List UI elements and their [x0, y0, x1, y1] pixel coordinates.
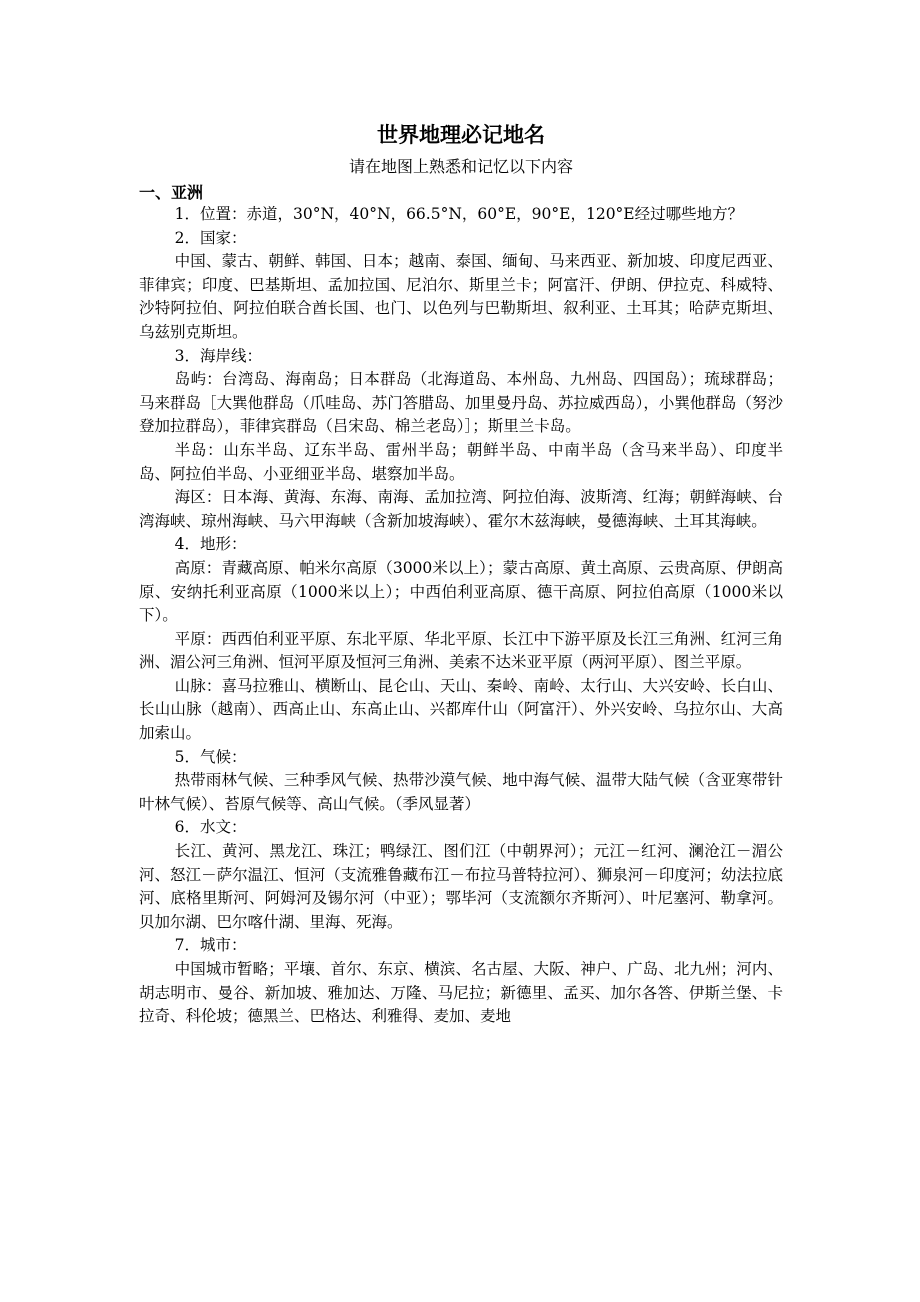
plateaus-paragraph: 高原：青藏高原、帕米尔高原（3000米以上）；蒙古高原、黄土高原、云贵高原、伊朗高原、安纳托利亚高原（1000米以上）；中西伯利亚高原、德干高原、阿拉伯高原（1000米以下）。: [139, 558, 783, 625]
item-climate-heading: 5．气候：: [174, 747, 247, 766]
item-hydrology-heading: 6．水文：: [174, 818, 247, 837]
document-subtitle: 请在地图上熟悉和记忆以下内容: [348, 157, 573, 176]
plains-paragraph: 平原：西西伯利亚平原、东北平原、华北平原、长江中下游平原及长江三角洲、红河三角洲、湄公河三角洲、恒河平原及恒河三角洲、美索不达米亚平原（两河平原）、图兰平原。: [139, 629, 783, 672]
peninsulas-paragraph: 半岛：山东半岛、辽东半岛、雷州半岛；朝鲜半岛、中南半岛（含马来半岛）、印度半岛、阿拉伯半岛、小亚细亚半岛、堪察加半岛。: [139, 440, 783, 483]
item-terrain-heading: 4．地形：: [174, 535, 247, 554]
section-heading-asia: 一、亚洲: [139, 183, 204, 202]
hydrology-paragraph: 长江、黄河、黑龙江、珠江；鸭绿江、图们江（中朝界河）；元江－红河、澜沧江－湄公河、怒江－萨尔温江、恒河（支流雅鲁藏布江－布拉马普特拉河）、狮泉河－印度河；幼法拉底河、底格里斯河、阿姆河及锡尔河（中亚）；鄂毕河（支流额尔齐斯河）、叶尼塞河、勒拿河。贝加尔湖、巴尔喀什湖、里海、死海。: [139, 842, 783, 931]
islands-paragraph: 岛屿：台湾岛、海南岛；日本群岛（北海道岛、本州岛、九州岛、四国岛）；琉球群岛；马来群岛［大巽他群岛（爪哇岛、苏门答腊岛、加里曼丹岛、苏拉威西岛），小巽他群岛（努沙登加拉群岛），菲律宾群岛（吕宋岛、棉兰老岛）］；斯里兰卡岛。: [139, 370, 783, 436]
document-body: [139, 203, 783, 1029]
climate-paragraph: 热带雨林气候、三种季风气候、热带沙漠气候、地中海气候、温带大陆气候（含亚寒带针叶林气候）、苔原气候等、高山气候。（季风显著）: [139, 771, 783, 813]
mountains-paragraph: 山脉：喜马拉雅山、横断山、昆仑山、天山、秦岭、南岭、太行山、大兴安岭、长白山、长山山脉（越南）、西高止山、东高止山、兴都库什山（阿富汗）、外兴安岭、乌拉尔山、大高加索山。: [139, 676, 783, 743]
seas-paragraph: 海区：日本海、黄海、东海、南海、孟加拉湾、阿拉伯海、波斯湾、红海；朝鲜海峡、台湾海峡、琼州海峡、马六甲海峡（含新加坡海峡）、霍尔木兹海峡，曼德海峡、土耳其海峡。: [139, 488, 783, 530]
item-location: 1．位置：赤道，30°N，40°N，66.5°N，60°E，90°E，120°E经过哪些地方？: [174, 205, 744, 223]
countries-paragraph: 中国、蒙古、朝鲜、韩国、日本；越南、泰国、缅甸、马来西亚、新加坡、印度尼西亚、菲律宾；印度、巴基斯坦、孟加拉国、尼泊尔、斯里兰卡；阿富汗、伊朗、伊拉克、科威特、沙特阿拉伯、阿拉伯联合酋长国、也门、以色列与巴勒斯坦、叙利亚、土耳其；哈萨克斯坦、乌兹别克斯坦。: [139, 252, 783, 341]
document-title: 世界地理必记地名: [377, 122, 545, 147]
item-countries-heading: 2．国家：: [174, 228, 247, 247]
item-cities-heading: 7．城市：: [174, 936, 247, 955]
document-page: [139, 118, 783, 1029]
item-coastline-heading: 3．海岸线：: [174, 346, 263, 365]
cities-paragraph: 中国城市暂略；平壤、首尔、东京、横滨、名古屋、大阪、神户、广岛、北九州；河内、胡志明市、曼谷、新加坡、雅加达、万隆、马尼拉；新德里、孟买、加尔各答、伊斯兰堡、卡拉奇、科伦坡；德黑兰、巴格达、利雅得、麦加、麦地: [139, 960, 783, 1026]
